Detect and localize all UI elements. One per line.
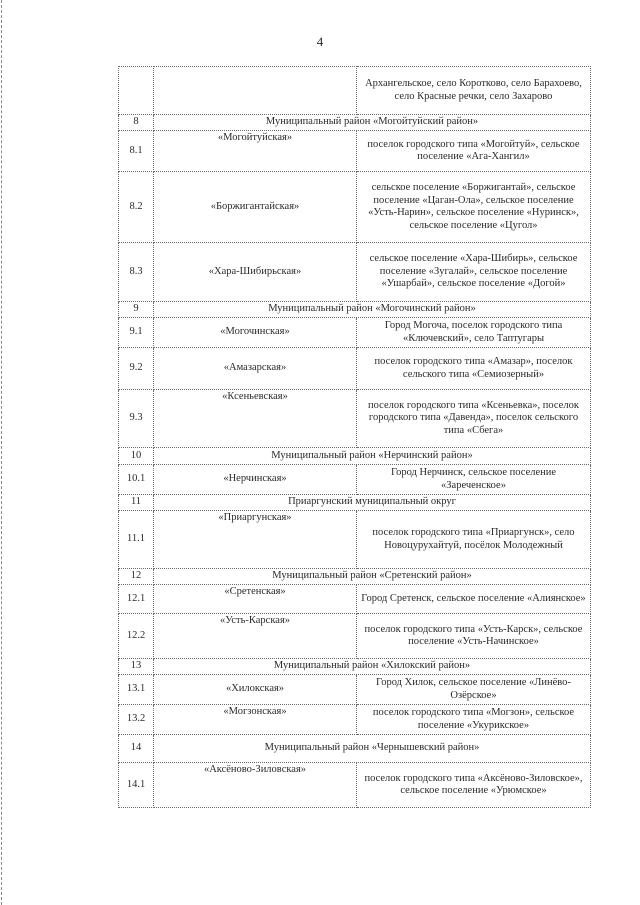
- district-name: [154, 67, 357, 115]
- row-number: 10: [119, 448, 154, 465]
- table-row: [119, 465, 591, 495]
- row-number: 12.2: [119, 614, 154, 659]
- row-number: 10.1: [119, 465, 154, 495]
- table-row: [119, 131, 591, 172]
- row-number: 8.3: [119, 243, 154, 302]
- districts-table-body: [119, 67, 591, 808]
- settlements-list: Город Хилок, сельское поселение «Линёво-Озёрское»: [357, 675, 591, 705]
- district-name: «Могзонская»: [154, 705, 357, 735]
- district-heading-row: [119, 495, 591, 511]
- settlements-list: поселок городского типа «Могзон», сельское поселение «Укурикское»: [357, 705, 591, 735]
- district-heading-row: [119, 735, 591, 763]
- page-number: 4: [316, 34, 324, 49]
- settlements-list: Город Нерчинск, сельское поселение «Зареченское»: [357, 465, 591, 495]
- district-name: «Ксеньевская»: [154, 390, 357, 448]
- table-row: [119, 243, 591, 302]
- district-title: Муниципальный район «Могойтуйский район»: [154, 115, 591, 131]
- district-title: Приаргунский муниципальный округ: [154, 495, 591, 511]
- settlements-list: Город Могоча, поселок городского типа «Ключевский», село Таптугары: [357, 318, 591, 348]
- settlements-list: поселок городского типа «Амазар», поселок сельского типа «Семиозерный»: [357, 348, 591, 390]
- district-title: Муниципальный район «Могочинский район»: [154, 302, 591, 318]
- district-title: Муниципальный район «Хилокский район»: [154, 659, 591, 675]
- row-number: 8.2: [119, 172, 154, 243]
- settlements-list: Город Сретенск, сельское поселение «Алиянское»: [357, 585, 591, 614]
- district-name: «Амазарская»: [154, 348, 357, 390]
- district-heading-row: [119, 448, 591, 465]
- district-title: Муниципальный район «Нерчинский район»: [154, 448, 591, 465]
- table-row: [119, 705, 591, 735]
- row-number: 13: [119, 659, 154, 675]
- row-number: 11: [119, 495, 154, 511]
- settlements-list: поселок городского типа «Могойтуй», сельское поселение «Ага-Хангил»: [357, 131, 591, 172]
- district-name: «Хара-Шибирьская»: [154, 243, 357, 302]
- row-number: 14.1: [119, 763, 154, 808]
- district-name: «Сретенская»: [154, 585, 357, 614]
- row-number: 14: [119, 735, 154, 763]
- district-name: «Могочинская»: [154, 318, 357, 348]
- district-name: «Могойтуйская»: [154, 131, 357, 172]
- table-row: [119, 614, 591, 659]
- scan-left-edge: [1, 0, 3, 905]
- row-number: 9: [119, 302, 154, 318]
- settlements-list: поселок городского типа «Аксёново-Зиловское», сельское поселение «Урюмское»: [357, 763, 591, 808]
- settlements-list: поселок городского типа «Ксеньевка», поселок городского типа «Давенда», поселок сельского типа «Сбега»: [357, 390, 591, 448]
- district-heading-row: [119, 569, 591, 585]
- settlements-list: сельское поселение «Хара-Шибирь», сельское поселение «Зугалай», сельское поселение «Ушарбай», сельское поселение «Догой»: [357, 243, 591, 302]
- settlements-list: сельское поселение «Боржигантай», сельское поселение «Цаган-Ола», сельское поселение «Усть-Нарин», сельское поселение «Нуринск», сельское поселение «Цугол»: [357, 172, 591, 243]
- district-name: «Аксёново-Зиловская»: [154, 763, 357, 808]
- row-number: 13.2: [119, 705, 154, 735]
- table-row: [119, 511, 591, 569]
- row-number: 12.1: [119, 585, 154, 614]
- table-row: [119, 390, 591, 448]
- table-row: [119, 348, 591, 390]
- table-row: [119, 763, 591, 808]
- settlements-list: Архангельское, село Коротково, село Барахоево, село Красные речки, село Захарово: [357, 67, 591, 115]
- table-row: [119, 675, 591, 705]
- settlements-list: поселок городского типа «Приаргунск», село Новоцурухайтуй, посёлок Молодежный: [357, 511, 591, 569]
- continuation-row: [119, 67, 591, 115]
- row-number: 9.2: [119, 348, 154, 390]
- district-name: «Приаргунская»: [154, 511, 357, 569]
- row-number: 8: [119, 115, 154, 131]
- table-row: [119, 172, 591, 243]
- district-name: «Усть-Карская»: [154, 614, 357, 659]
- district-name: «Боржигантайская»: [154, 172, 357, 243]
- row-number: 11.1: [119, 511, 154, 569]
- row-number: 12: [119, 569, 154, 585]
- district-name: «Хилокская»: [154, 675, 357, 705]
- district-name: «Нерчинская»: [154, 465, 357, 495]
- table-row: [119, 585, 591, 614]
- district-title: Муниципальный район «Сретенский район»: [154, 569, 591, 585]
- settlements-list: поселок городского типа «Усть-Карск», сельское поселение «Усть-Начинское»: [357, 614, 591, 659]
- districts-table: [118, 66, 591, 808]
- row-number: 9.1: [119, 318, 154, 348]
- district-heading-row: [119, 115, 591, 131]
- district-heading-row: [119, 659, 591, 675]
- district-heading-row: [119, 302, 591, 318]
- row-number: 9.3: [119, 390, 154, 448]
- district-title: Муниципальный район «Чернышевский район»: [154, 735, 591, 763]
- row-number: 8.1: [119, 131, 154, 172]
- row-number: [119, 67, 154, 115]
- table-row: [119, 318, 591, 348]
- row-number: 13.1: [119, 675, 154, 705]
